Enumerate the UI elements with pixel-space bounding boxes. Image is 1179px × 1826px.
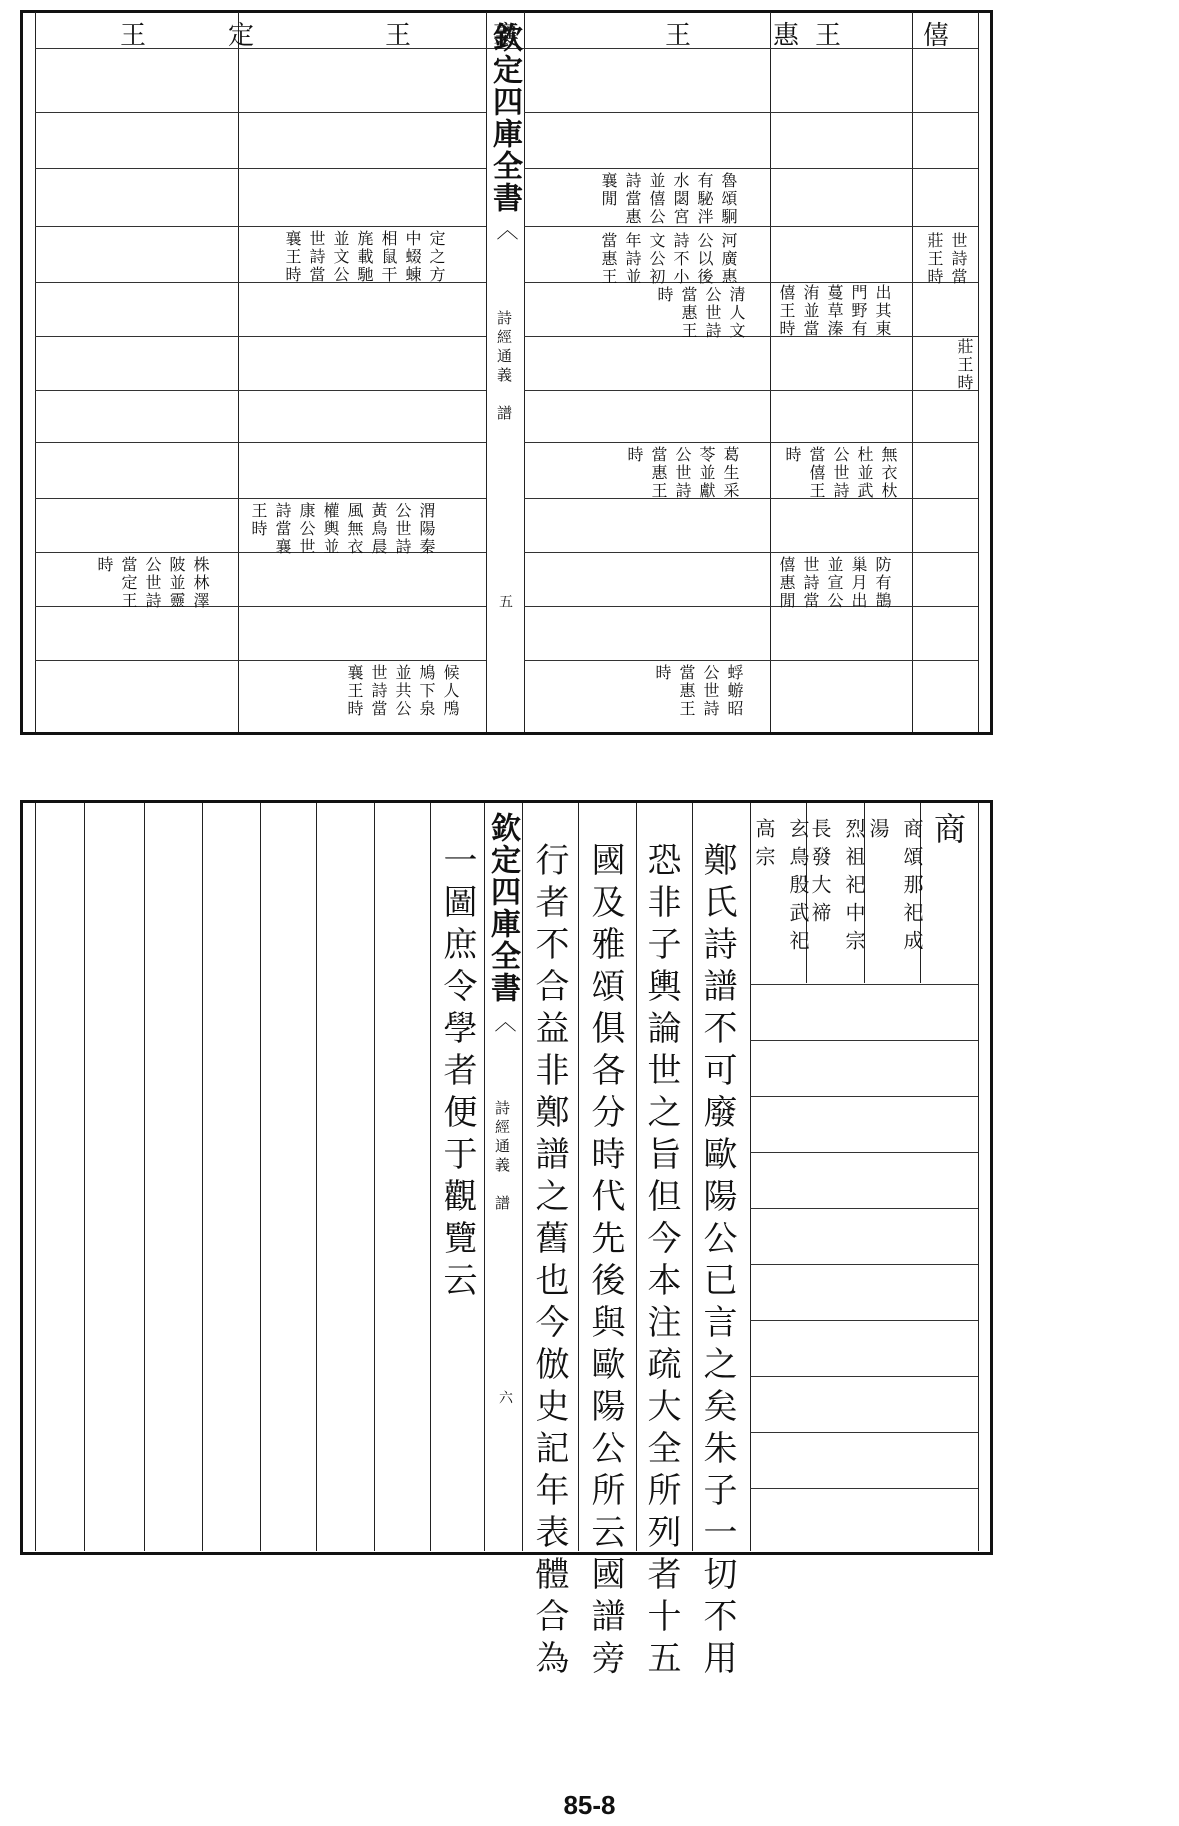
entry-fang-you-que-chao: 防有鵲 巢月出 並宣公 世詩當 僖惠閒 <box>777 556 892 610</box>
fish-tail-mark: ︿ <box>493 218 518 240</box>
entry-ding-zhi-fang-zhong: 定之方 中蝃蝀 相鼠干 旄載馳 並文公 世詩當 襄王時 <box>283 230 446 284</box>
entry-lie-zu: 烈祖祀中宗 長發大禘 <box>808 818 866 958</box>
center-title-bottom: 欽定四庫全書 <box>485 812 520 1004</box>
entry-chu-qi-dong-men: 出其東 門野有 蔓草溱 洧並當 僖王時 <box>777 284 892 338</box>
page-number: 五 <box>497 594 513 608</box>
text-column-3: 國及雅頌俱各分時代先後與歐陽公所云國譜旁 <box>585 842 625 1682</box>
fish-tail-mark-bottom: ︿ <box>491 1010 516 1032</box>
entry-lu-song: 魯頌駉 有駜泮 水閟宮 並僖公 詩當惠 襄閒 <box>599 172 738 226</box>
text-column-5: 一圖庶令學者便于觀覽云 <box>437 842 477 1304</box>
text-column-2: 恐非子輿論世之旨但今本注疏大全所列者十五 <box>641 842 681 1682</box>
page-footer: 85-8 <box>563 1790 616 1820</box>
entry-shang-song: 商頌那祀成 湯 <box>866 818 924 958</box>
center-subtitle-bottom: 詩經通義 譜 <box>493 1100 511 1214</box>
center-subtitle: 詩經通義 譜 <box>495 310 513 424</box>
page-number-bottom: 六 <box>497 1390 513 1404</box>
entry-hou-ren: 候人鳲 鳩下泉 並共公 世詩當 襄王時 <box>345 664 460 718</box>
text-column-4: 行者不合益非鄭譜之舊也今倣史記年表體合為 <box>529 842 569 1682</box>
entry-wu-yi-di-du: 無衣杕 杜並武 公世詩 當僖王 時 <box>783 446 898 500</box>
entry-zhu-lin: 株林澤 陂並靈 公世詩 當定王 時 <box>95 556 210 610</box>
center-title: 欽定四庫全書 <box>487 22 522 214</box>
header-xi-wang: 王 僖 <box>815 21 978 51</box>
header-ding-wang: 王 定 <box>120 21 283 51</box>
entry-qing-ren: 清人文 公世詩 當惠王 時 <box>655 286 746 340</box>
entry-fu-you: 蜉蝣昭 公世詩 當惠王 時 <box>653 664 744 718</box>
header-xiang-wang: 王 襄 <box>385 21 548 51</box>
entry-wei-yang: 渭陽秦 公世詩 黃鳥晨 風無衣 權輿並 康公世 詩當襄 王時 <box>249 502 436 556</box>
text-column-1: 鄭氏詩譜不可廢歐陽公已言之矣朱子一切不用 <box>697 842 737 1682</box>
entry-shi-wang-xi: 世詩當 莊王時 <box>925 232 968 286</box>
entry-zhuang-wang: 莊王時 <box>955 338 974 392</box>
entry-ge-sheng-cai-ling: 葛生采 苓並獻 公世詩 當惠王 時 <box>625 446 740 500</box>
header-hui-wang: 王 惠 <box>665 21 828 51</box>
section-heading: 商 <box>929 812 967 844</box>
entry-xuan-niao: 玄鳥殷武祀 高宗 <box>752 818 810 958</box>
entry-he-guang: 河廣惠 公以後 詩不小 文公初 年詩並 當惠王 <box>599 232 738 286</box>
